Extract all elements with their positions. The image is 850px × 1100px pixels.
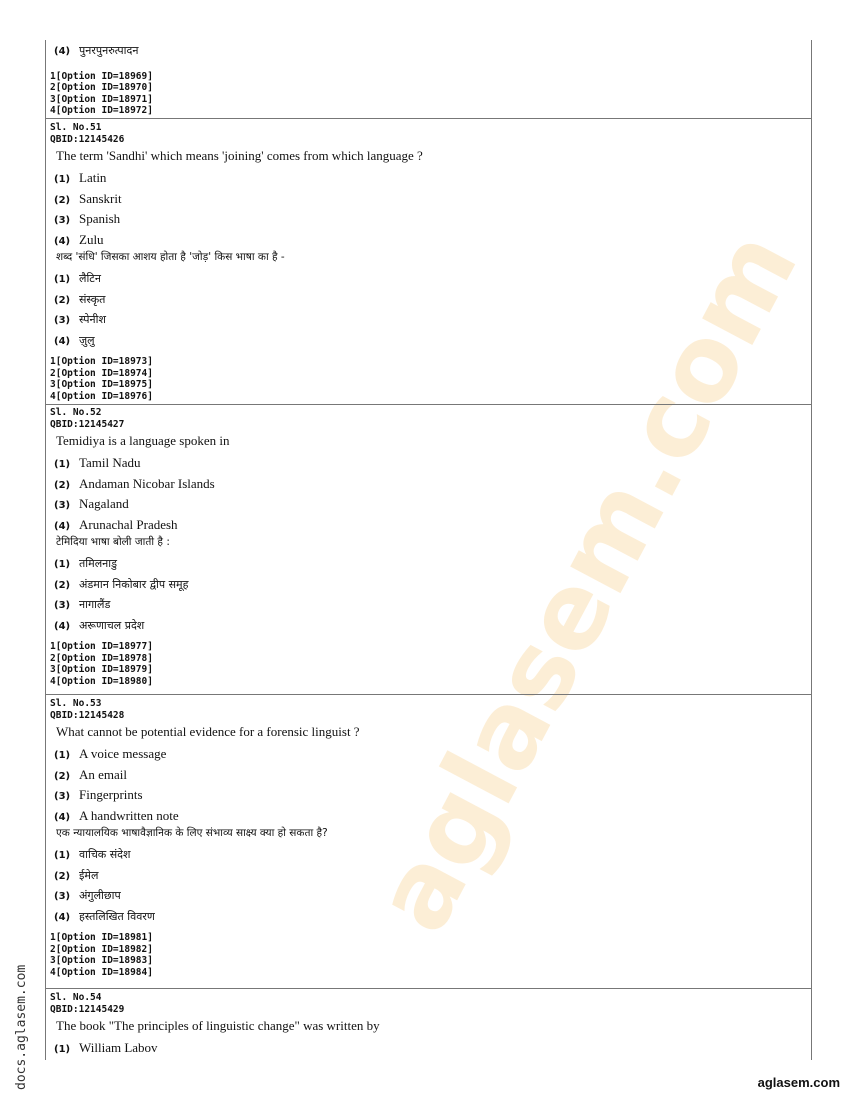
option-number: (2) [54, 479, 71, 491]
option-number: (2) [54, 770, 71, 782]
option-id-list [46, 932, 811, 978]
option-id: 2[Option ID=18982] [50, 943, 153, 955]
option-row [46, 806, 811, 827]
option-id: 1[Option ID=18981] [50, 932, 153, 943]
option-number: (1) [54, 1044, 71, 1055]
option-id: 2[Option ID=18974] [50, 367, 153, 379]
option-id: 4[Option ID=18976] [50, 390, 153, 402]
serial-number: Sl. No.51 [50, 122, 102, 133]
option-text: Arunachal Pradesh [79, 516, 178, 532]
option-number: (2) [54, 294, 71, 306]
option-text: ज़ुलु [79, 333, 95, 347]
option-id: 3[Option ID=18983] [50, 955, 153, 966]
option-text: लैटिन [79, 272, 101, 285]
question-block-53 [46, 698, 811, 978]
qbid: QBID:12145428 [50, 709, 125, 721]
option-row [46, 553, 811, 574]
divider [46, 988, 811, 989]
option-text: Andaman Nicobar Islands [79, 475, 215, 491]
option-id: 1[Option ID=18969] [50, 70, 153, 82]
option-text: Latin [79, 170, 107, 185]
english-options [46, 1038, 811, 1059]
option-id: 1[Option ID=18973] [50, 356, 153, 367]
option-text: Nagaland [79, 496, 129, 511]
qbid: QBID:12145427 [50, 418, 125, 430]
option-id: 3[Option ID=18971] [50, 93, 153, 105]
option-row [46, 40, 811, 61]
option-number: (1) [54, 559, 71, 570]
divider [46, 694, 811, 695]
option-row [46, 494, 811, 515]
option-id: 2[Option ID=18970] [50, 82, 153, 93]
option-row [46, 594, 811, 615]
option-row [46, 515, 811, 536]
question-text-english: The term 'Sandhi' which means 'joining' comes from which language ? [56, 148, 423, 163]
option-id: 2[Option ID=18978] [50, 652, 153, 664]
option-text: Spanish [79, 211, 121, 226]
option-row [46, 865, 811, 886]
option-number: (4) [54, 335, 71, 347]
option-number: (2) [54, 579, 71, 591]
option-text: ईमेल [79, 868, 99, 882]
option-text: अरूणाचल प्रदेश [79, 618, 145, 632]
option-text: पुनरपुनरुत्पादन [79, 44, 139, 57]
option-number: (3) [54, 600, 71, 611]
question-text-english: What cannot be potential evidence for a forensic linguist ? [56, 724, 360, 739]
option-text: स्पेनीश [79, 313, 106, 326]
question-text-hindi: शब्द 'संधि' जिसका आशय होता है 'जोड़' किस भाषा का है - [56, 251, 285, 263]
option-number: (3) [54, 315, 71, 326]
option-id: 4[Option ID=18984] [50, 966, 153, 978]
option-text: Sanskrit [79, 190, 122, 206]
option-row [46, 474, 811, 495]
option-number: (1) [54, 174, 71, 185]
hindi-options [46, 844, 811, 926]
option-number: (2) [54, 194, 71, 206]
question-text-hindi: एक न्यायालयिक भाषावैज्ञानिक के लिए संभाव्य साक्ष्य क्या हो सकता है? [56, 827, 328, 839]
option-row [46, 744, 811, 765]
option-number: (2) [54, 870, 71, 882]
option-row [46, 453, 811, 474]
option-text: हस्तलिखित विवरण [79, 909, 155, 923]
option-number: (1) [54, 274, 71, 285]
option-number: (1) [54, 750, 71, 761]
option-text: Zulu [79, 231, 104, 247]
qbid: QBID:12145429 [50, 1003, 125, 1015]
watermark-text: aglasem.com [350, 211, 822, 951]
option-text: नागालैंड [79, 598, 111, 611]
question-text-hindi: टेमिदिया भाषा बोली जाती है : [56, 536, 170, 548]
option-text: An email [79, 766, 128, 782]
option-id: 3[Option ID=18979] [50, 664, 153, 675]
footer-brand: aglasem.com [757, 1075, 840, 1090]
qbid: QBID:12145426 [50, 133, 125, 145]
option-text: A handwritten note [79, 807, 179, 823]
side-watermark-url: docs.aglasem.com [14, 964, 29, 1090]
option-text: तमिलनाडु [79, 557, 117, 570]
question-block-52 [46, 407, 811, 687]
option-id: 1[Option ID=18977] [50, 641, 153, 652]
option-number: (1) [54, 850, 71, 861]
serial-number: Sl. No.53 [50, 698, 102, 709]
option-row [46, 785, 811, 806]
option-row [46, 765, 811, 786]
previous-question-fragment [46, 40, 811, 117]
option-text: Tamil Nadu [79, 455, 141, 470]
option-text: वाचिक संदेश [79, 848, 131, 861]
option-number: (4) [54, 46, 71, 57]
option-row [46, 330, 811, 351]
option-number: (4) [54, 811, 71, 823]
option-number: (3) [54, 215, 71, 226]
option-text: William Labov [79, 1040, 158, 1055]
option-row [46, 268, 811, 289]
hindi-options [46, 268, 811, 350]
option-row [46, 615, 811, 636]
serial-number: Sl. No.52 [50, 407, 102, 418]
option-text: Fingerprints [79, 787, 143, 802]
hindi-options [46, 553, 811, 635]
question-text-english: Temidiya is a language spoken in [56, 433, 230, 448]
option-id-list [46, 356, 811, 402]
question-text-english: The book "The principles of linguistic change" was written by [56, 1018, 380, 1033]
option-row [46, 1038, 811, 1059]
question-block-51 [46, 122, 811, 402]
option-text: अंगुलीछाप [79, 889, 121, 902]
option-id: 4[Option ID=18972] [50, 105, 153, 116]
divider [46, 118, 811, 119]
english-options [46, 453, 811, 535]
option-row [46, 844, 811, 865]
option-row [46, 189, 811, 210]
option-row [46, 574, 811, 595]
english-options [46, 168, 811, 250]
option-id-list [46, 71, 811, 117]
option-number: (4) [54, 520, 71, 532]
option-number: (4) [54, 911, 71, 923]
divider [46, 404, 811, 405]
english-options [46, 744, 811, 826]
option-id: 3[Option ID=18975] [50, 379, 153, 390]
option-id: 4[Option ID=18980] [50, 675, 153, 687]
option-row [46, 309, 811, 330]
option-number: (4) [54, 235, 71, 247]
option-row [46, 168, 811, 189]
option-text: A voice message [79, 746, 167, 761]
question-block-54 [46, 992, 811, 1059]
option-row [46, 230, 811, 251]
option-row [46, 209, 811, 230]
option-number: (4) [54, 620, 71, 632]
page-frame [45, 40, 812, 1060]
option-text: अंडमान निकोबार द्वीप समूह [79, 577, 189, 591]
option-number: (3) [54, 500, 71, 511]
option-row [46, 906, 811, 927]
option-number: (3) [54, 891, 71, 902]
option-id-list [46, 641, 811, 687]
option-text: संस्कृत [79, 292, 106, 306]
option-number: (1) [54, 459, 71, 470]
option-row [46, 885, 811, 906]
option-number: (3) [54, 791, 71, 802]
option-row [46, 289, 811, 310]
serial-number: Sl. No.54 [50, 992, 102, 1003]
